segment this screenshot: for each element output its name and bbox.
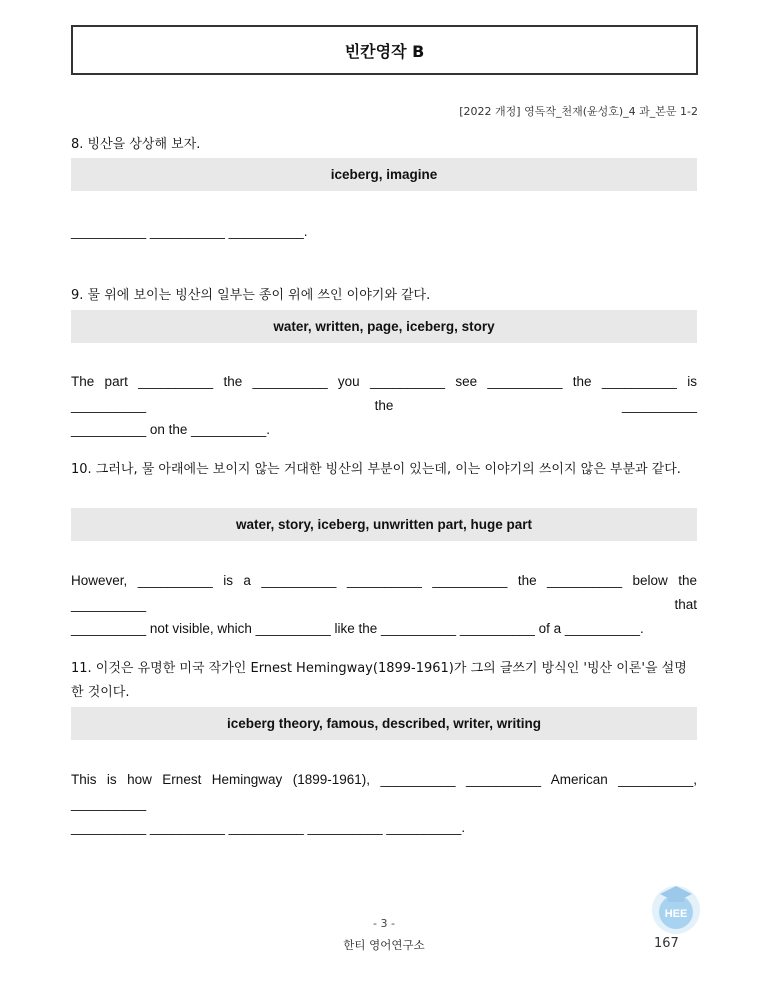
- question-9-answer: [71, 370, 697, 442]
- question-11-hint: [71, 707, 697, 740]
- worksheet-title-text: 빈칸영작 B: [344, 41, 425, 61]
- question-8-prompt: 8. 빙산을 상상해 보자.: [71, 137, 201, 152]
- logo-text: HEE: [664, 908, 688, 920]
- hint-words: water, story, iceberg, unwritten part, huge part: [235, 517, 533, 532]
- answer-line: __________ __________ __________ __________ __________.: [71, 820, 466, 835]
- question-9-prompt: 9. 물 위에 보이는 빙산의 일부는 종이 위에 쓰인 이야기와 같다.: [71, 288, 431, 303]
- answer-line: __________ __________ __________.: [71, 224, 308, 239]
- question-10-prompt: 10. 그러나, 물 아래에는 보이지 않는 거대한 빙산의 부분이 있는데, 이는 이야기의 쓰이지 않은 부분과 같다.: [71, 462, 681, 477]
- hint-words: water, written, page, iceberg, story: [273, 319, 495, 334]
- hee-logo-icon: [646, 878, 706, 938]
- source-label: [2022 개정] 영독작_천재(윤성호)_4 과_본문 1-2: [459, 105, 698, 118]
- question-11-answer: [71, 768, 697, 840]
- answer-line: However, __________ is a __________ __________ __________ the __________ below the __________ that: [71, 573, 697, 612]
- page-number: - 3 -: [373, 917, 395, 930]
- answer-line: __________ not visible, which __________ like the __________ __________ of a __________.: [71, 621, 644, 636]
- question-10-hint: [71, 508, 697, 541]
- question-10-answer: [71, 569, 697, 641]
- question-8-hint: [71, 158, 697, 191]
- question-9-hint: [71, 310, 697, 343]
- question-8-answer: [71, 220, 697, 244]
- page-count-number: 167: [654, 936, 679, 951]
- hint-words: iceberg, imagine: [330, 167, 438, 182]
- answer-line: The part __________ the __________ you __________ see __________ the __________ is __________ the __________: [71, 374, 697, 413]
- answer-line: __________ on the __________.: [71, 422, 270, 437]
- publisher-name: 한티 영어연구소: [343, 938, 425, 952]
- question-11-prompt: 11. 이것은 유명한 미국 작가인 Ernest Hemingway(1899-1961)가 그의 글쓰기 방식인 '빙산 이론'을 설명한 것이다.: [71, 661, 687, 700]
- hint-words: iceberg theory, famous, described, writer, writing: [226, 716, 542, 731]
- answer-line: This is how Ernest Hemingway (1899-1961), __________ __________ American __________, __________: [71, 772, 697, 811]
- worksheet-title: [71, 25, 698, 75]
